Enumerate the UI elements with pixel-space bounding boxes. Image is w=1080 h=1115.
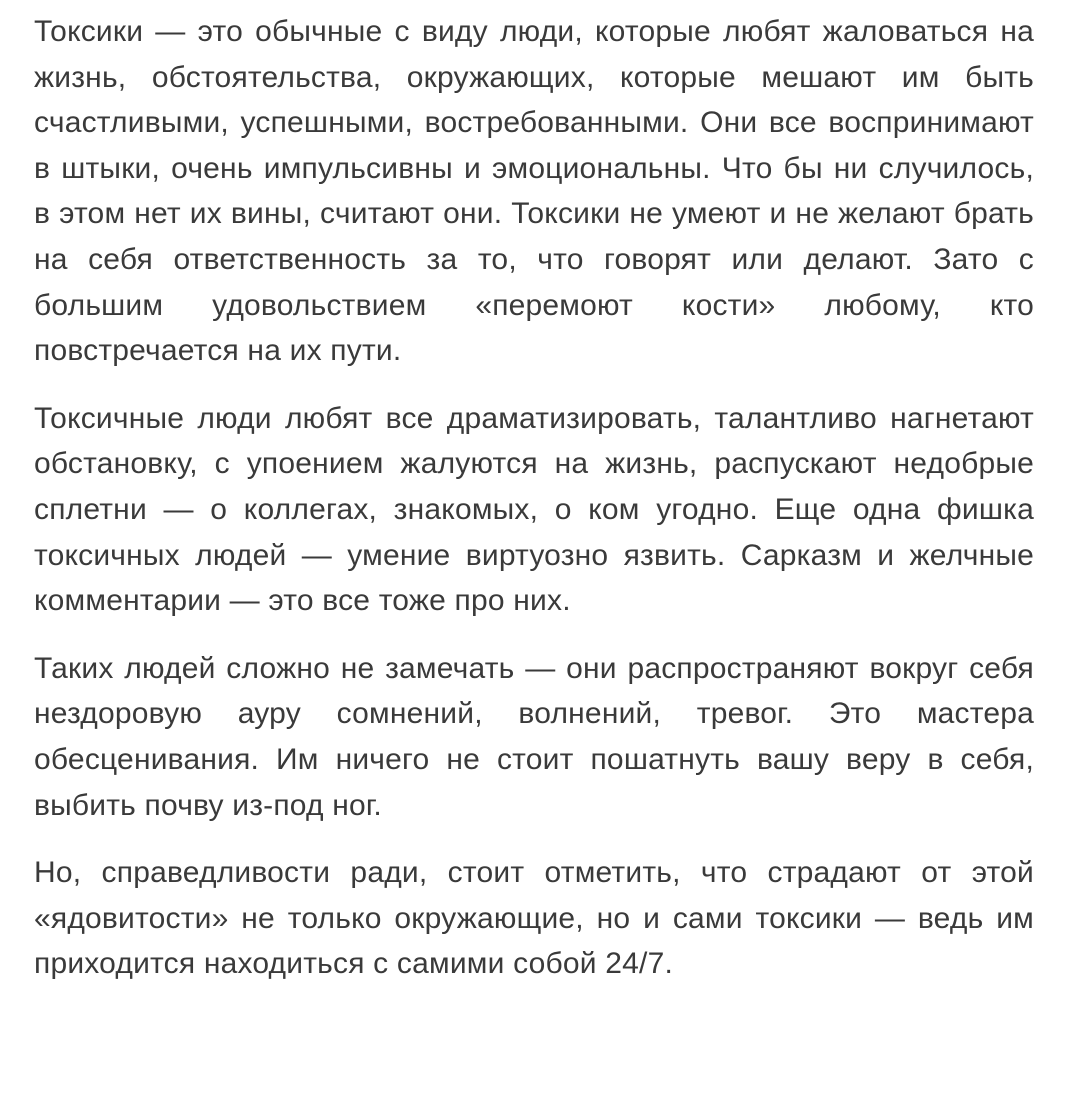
paragraph-3: Таких людей сложно не замечать — они распространяют вокруг себя нездоровую ауру сомнений, волнений, тревог. Это мастера обесценивания. Им ничего не стоит пошатнуть вашу веру в себя, выбить почву из-под ног. — [34, 651, 1034, 822]
paragraph-1: Токсики — это обычные с виду люди, которые любят жаловаться на жизнь, обстоятельства, окружающих, которые мешают им быть счастливыми, успешными, востребованными. Они все воспринимают в штыки, очень импульсивны и эмоциональны. Что бы ни случилось, в этом нет их вины, считают они. Токсики не умеют и не желают брать на себя ответственность за то, что говорят или делают. Зато с большим удовольствием «перемоют кости» любому, кто повстречается на их пути. — [34, 15, 1034, 368]
paragraph-2: Токсичные люди любят все драматизировать, талантливо нагнетают обстановку, с упоением жалуются на жизнь, распускают недобрые сплетни — о коллегах, знакомых, о ком угодно. Еще одна фишка токсичных людей — умение виртуозно язвить. Сарказм и желчные комментарии — это все тоже про них. — [34, 401, 1034, 618]
article-body — [34, 9, 1034, 1009]
paragraph-4: Но, справедливости ради, стоит отметить, что страдают от этой «ядовитости» не только окружающие, но и сами токсики — ведь им приходится находиться с самими собой 24/7. — [34, 856, 1034, 981]
